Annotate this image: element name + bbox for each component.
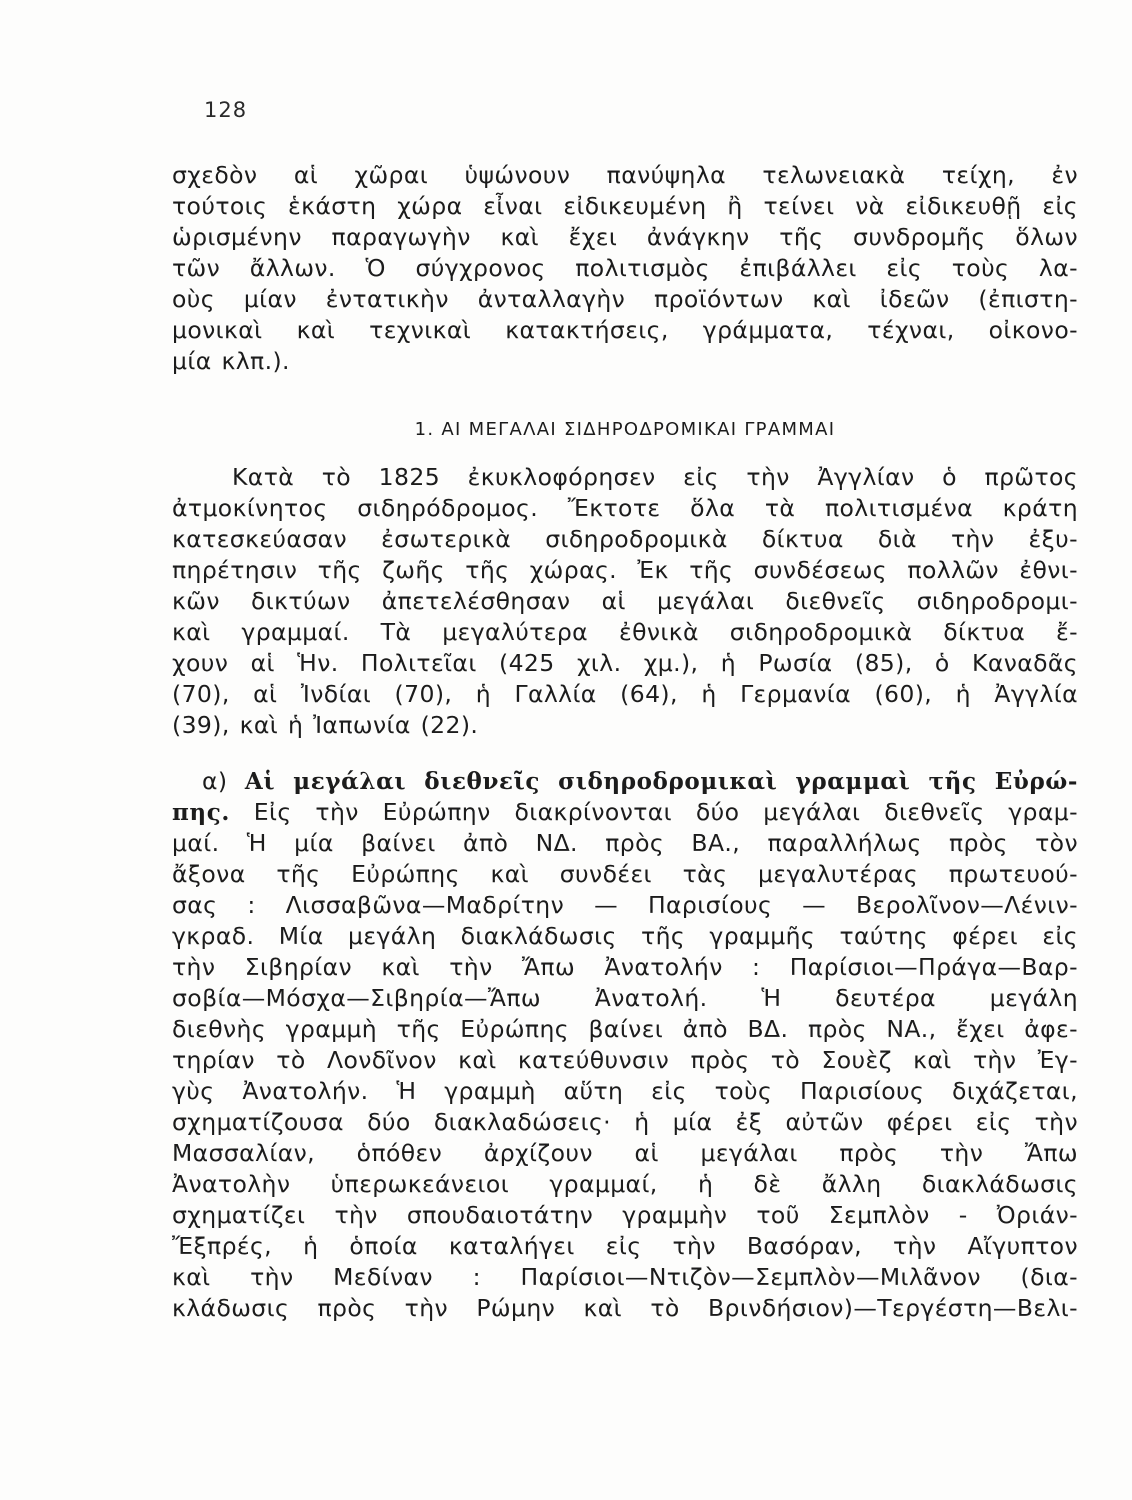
text-line: κῶν δικτύων ἀπετελέσθησαν αἱ μεγάλαι διεθνεῖς σιδηροδρομι-: [172, 587, 1078, 615]
text-line: καὶ τὴν Μεδίναν : Παρίσιοι—Ντιζὸν—Σεμπλὸν—Μιλᾶνον (δια-: [172, 1263, 1078, 1291]
text-line: Ἀνατολὴν ὑπερωκεάνειοι γραμμαί, ἡ δὲ ἄλλη διακλάδωσις: [172, 1170, 1078, 1198]
subsection-title: Αἱ μεγάλαι διεθνεῖς σιδηροδρομικαὶ γραμμαὶ τῆς Εὐρώ-: [244, 768, 1078, 795]
text-line: γὺς Ἀνατολήν. Ἡ γραμμὴ αὕτη εἰς τοὺς Παρισίους διχάζεται,: [172, 1077, 1078, 1105]
text-line: Ἔξπρές, ἡ ὁποία καταλήγει εἰς τὴν Βασόραν, τὴν Αἴγυπτον: [172, 1232, 1078, 1260]
subsection-title-end: πης.: [172, 799, 230, 826]
text-line: Κατὰ τὸ 1825 ἐκυκλοφόρησεν εἰς τὴν Ἀγγλίαν ὁ πρῶτος: [232, 463, 1078, 491]
text-line: σχηματίζει τὴν σπουδαιοτάτην γραμμὴν τοῦ Σεμπλὸν - Ὀριάν-: [172, 1201, 1078, 1229]
text-line: μία κλπ.).: [172, 347, 290, 375]
text-line: σας : Λισσαβῶνα—Μαδρίτην — Παρισίους — Βερολῖνον—Λένιν-: [172, 891, 1078, 919]
intro-paragraph: [172, 160, 1078, 377]
page-number: 128: [204, 98, 248, 122]
text-line: τὴν Σιβηρίαν καὶ τὴν Ἄπω Ἀνατολήν : Παρίσιοι—Πράγα—Βαρ-: [172, 953, 1078, 981]
subsection-title-line: [172, 766, 1078, 797]
text-line: (39), καὶ ἡ Ἰαπωνία (22).: [172, 711, 479, 739]
text-line: ἄξονα τῆς Εὐρώπης καὶ συνδέει τὰς μεγαλυτέρας πρωτευού-: [172, 860, 1078, 888]
text-line: ὡρισμένην παραγωγὴν καὶ ἔχει ἀνάγκην τῆς συνδρομῆς ὅλων: [172, 223, 1078, 251]
subsection-first-line-text: Εἰς τὴν Εὐρώπην διακρίνονται δύο μεγάλαι διεθνεῖς γραμ-: [253, 798, 1078, 826]
section-paragraph-1: [172, 462, 1078, 741]
subsection-first-line: [172, 797, 1078, 828]
section-heading: 1. ΑΙ ΜΕΓΑΛΑΙ ΣΙΔΗΡΟΔΡΟΜΙΚΑΙ ΓΡΑΜΜΑΙ: [414, 419, 836, 440]
subsection-a: [172, 766, 1078, 1324]
text-line: τῶν ἄλλων. Ὁ σύγχρονος πολιτισμὸς ἐπιβάλλει εἰς τοὺς λα-: [172, 254, 1078, 282]
text-line: τηρίαν τὸ Λονδῖνον καὶ κατεύθυνσιν πρὸς τὸ Σουὲζ καὶ τὴν Ἐγ-: [172, 1046, 1078, 1074]
text-line: πηρέτησιν τῆς ζωῆς τῆς χώρας. Ἐκ τῆς συνδέσεως πολλῶν ἐθνι-: [172, 556, 1078, 584]
text-line: (70), αἱ Ἰνδίαι (70), ἡ Γαλλία (64), ἡ Γερμανία (60), ἡ Ἀγγλία: [172, 680, 1078, 708]
text-line: σχεδὸν αἱ χῶραι ὑψώνουν πανύψηλα τελωνειακὰ τείχη, ἐν: [172, 161, 1078, 189]
text-line: ἀτμοκίνητος σιδηρόδρομος. Ἔκτοτε ὅλα τὰ πολιτισμένα κράτη: [172, 494, 1078, 522]
text-line: σοβία—Μόσχα—Σιβηρία—Ἄπω Ἀνατολή. Ἡ δευτέρα μεγάλη: [172, 984, 1078, 1012]
text-line: οὺς μίαν ἐντατικὴν ἀνταλλαγὴν προϊόντων καὶ ἰδεῶν (ἐπιστη-: [172, 285, 1078, 313]
text-line: γκραδ. Μία μεγάλη διακλάδωσις τῆς γραμμῆς ταύτης φέρει εἰς: [172, 922, 1078, 950]
text-line: μονικαὶ καὶ τεχνικαὶ κατακτήσεις, γράμματα, τέχναι, οἰκονο-: [172, 316, 1078, 344]
text-line: τούτοις ἑκάστη χώρα εἶναι εἰδικευμένη ἢ τείνει νὰ εἰδικευθῇ εἰς: [172, 192, 1078, 220]
subsection-prefix: α): [202, 767, 228, 795]
text-line: καὶ γραμμαί. Τὰ μεγαλύτερα ἐθνικὰ σιδηροδρομικὰ δίκτυα ἔ-: [172, 618, 1078, 646]
text-line: χουν αἱ Ἡν. Πολιτεῖαι (425 χιλ. χμ.), ἡ Ρωσία (85), ὁ Καναδᾶς: [172, 649, 1078, 677]
text-line: μαί. Ἡ μία βαίνει ἀπὸ ΝΔ. πρὸς ΒΑ., παραλλήλως πρὸς τὸν: [172, 829, 1078, 857]
text-line: κατεσκεύασαν ἐσωτερικὰ σιδηροδρομικὰ δίκτυα διὰ τὴν ἐξυ-: [172, 525, 1078, 553]
text-line: κλάδωσις πρὸς τὴν Ρώμην καὶ τὸ Βρινδήσιον)—Τεργέστη—Βελι-: [172, 1294, 1078, 1322]
text-line: σχηματίζουσα δύο διακλαδώσεις· ἡ μία ἐξ αὐτῶν φέρει εἰς τὴν: [172, 1108, 1078, 1136]
text-line: διεθνὴς γραμμὴ τῆς Εὐρώπης βαίνει ἀπὸ ΒΔ. πρὸς ΝΑ., ἔχει ἀφε-: [172, 1015, 1078, 1043]
text-line: Μασσαλίαν, ὁπόθεν ἀρχίζουν αἱ μεγάλαι πρὸς τὴν Ἄπω: [172, 1139, 1078, 1167]
